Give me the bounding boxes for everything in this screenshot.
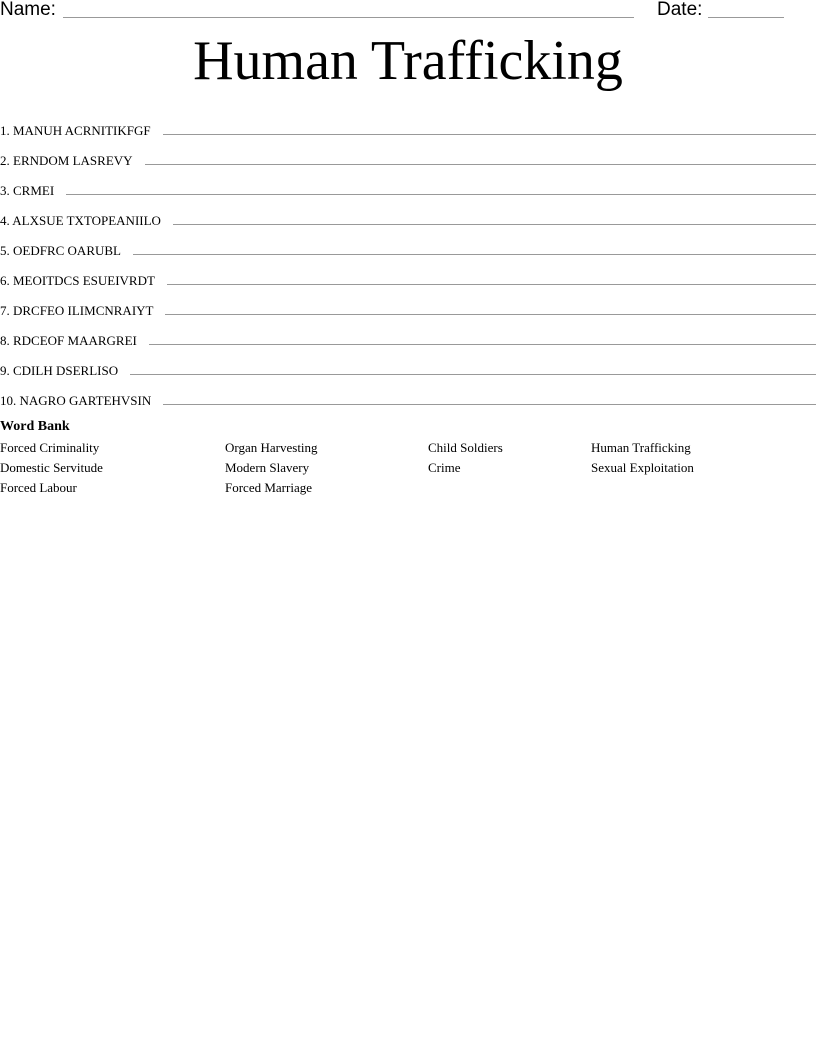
scrambled-word: 6. MEOITDCS ESUEIVRDT (0, 273, 155, 288)
word-bank-item: Child Soldiers (428, 440, 503, 455)
header-row (0, 0, 816, 24)
answer-line[interactable] (165, 313, 816, 315)
puzzle-item (0, 230, 816, 260)
puzzle-item (0, 140, 816, 170)
scrambled-word: 3. CRMEI (0, 183, 55, 198)
scrambled-word: 4. ALXSUE TXTOPEANIILO (0, 213, 161, 228)
name-label: Name: (0, 0, 56, 20)
scrambled-word: 8. RDCEOF MAARGREI (0, 333, 137, 348)
answer-line[interactable] (133, 253, 816, 255)
scrambled-word: 1. MANUH ACRNITIKFGF (0, 123, 151, 138)
name-input-line[interactable] (63, 17, 634, 18)
answer-line[interactable] (149, 343, 816, 345)
word-bank-item: Forced Criminality (0, 440, 100, 455)
puzzle-item (0, 110, 816, 140)
word-bank-item: Forced Marriage (225, 480, 312, 495)
word-bank-item: Forced Labour (0, 480, 77, 495)
answer-line[interactable] (163, 403, 816, 405)
word-bank-column (591, 438, 694, 478)
word-bank-column (0, 438, 103, 498)
word-bank-column (225, 438, 318, 498)
scrambled-word: 2. ERNDOM LASREVY (0, 153, 133, 168)
answer-line[interactable] (66, 193, 816, 195)
word-bank-item: Crime (428, 460, 461, 475)
answer-line[interactable] (173, 223, 816, 225)
answer-line[interactable] (163, 133, 816, 135)
scrambled-word: 9. CDILH DSERLISO (0, 363, 119, 378)
word-bank-item: Modern Slavery (225, 460, 310, 475)
word-bank-item: Organ Harvesting (225, 440, 318, 455)
answer-line[interactable] (145, 163, 816, 165)
word-bank-item: Domestic Servitude (0, 460, 103, 475)
answer-line[interactable] (167, 283, 816, 285)
puzzle-item (0, 380, 816, 410)
page-title: Human Trafficking (193, 30, 623, 92)
word-bank-item: Sexual Exploitation (591, 460, 694, 475)
puzzle-item (0, 200, 816, 230)
word-bank-title: Word Bank (0, 419, 70, 434)
puzzle-item (0, 290, 816, 320)
scrambled-word: 10. NAGRO GARTEHVSIN (0, 393, 152, 408)
scrambled-word: 7. DRCFEO ILIMCNRAIYT (0, 303, 154, 318)
word-bank (0, 418, 816, 495)
answer-line[interactable] (130, 373, 816, 375)
puzzle-list (0, 110, 816, 410)
puzzle-item (0, 260, 816, 290)
date-label: Date: (657, 0, 703, 20)
date-input-line[interactable] (708, 17, 784, 18)
word-bank-item: Human Trafficking (591, 440, 691, 455)
puzzle-item (0, 350, 816, 380)
puzzle-item (0, 320, 816, 350)
scrambled-word: 5. OEDFRC OARUBL (0, 243, 121, 258)
puzzle-item (0, 170, 816, 200)
word-bank-column (428, 438, 503, 478)
